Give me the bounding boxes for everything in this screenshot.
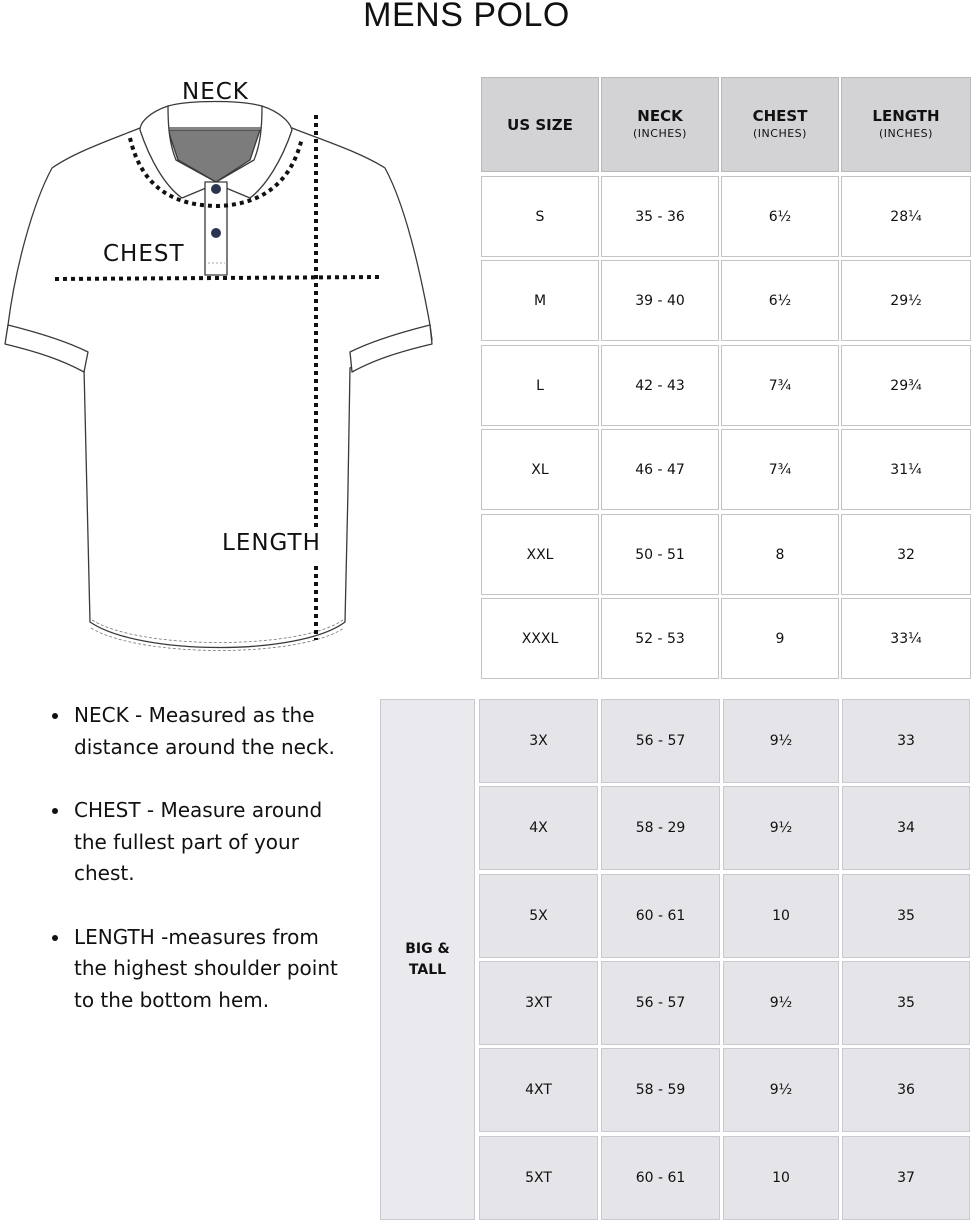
big-tall-cell-chest (723, 961, 839, 1045)
button-icon (211, 228, 221, 238)
table-cell-chest (721, 260, 839, 341)
cell-value: 52 - 53 (635, 630, 685, 647)
big-tall-cell-neck (601, 1048, 720, 1132)
big-tall-cell-us-size (479, 699, 598, 783)
cell-value: 50 - 51 (635, 546, 685, 563)
cell-value: 46 - 47 (635, 461, 685, 478)
cell-value: 3X (529, 733, 548, 749)
big-tall-label-line: TALL (408, 961, 447, 978)
cell-value: 42 - 43 (635, 377, 685, 394)
cell-value: 29½ (890, 292, 922, 309)
big-tall-cell-chest (723, 1136, 839, 1220)
header-label: NECK (637, 106, 683, 125)
cell-value: M (533, 292, 547, 309)
cell-value: 58 - 29 (635, 820, 686, 836)
cell-value: 31¼ (890, 461, 922, 478)
table-cell-length (841, 345, 971, 426)
cell-value: 6½ (768, 292, 792, 309)
big-tall-cell-length (842, 961, 970, 1045)
cell-value: L (536, 377, 544, 394)
cell-value: 34 (897, 820, 915, 836)
header-label: CHEST (752, 106, 808, 125)
big-tall-cell-length (842, 1136, 970, 1220)
big-tall-cell-us-size (479, 1136, 598, 1220)
cell-value: S (535, 208, 545, 225)
big-tall-cell-us-size (479, 786, 598, 870)
cell-value: 5XT (525, 1170, 552, 1186)
cell-value: 9½ (769, 820, 793, 836)
table-cell-us-size (481, 345, 599, 426)
big-tall-cell-chest (723, 699, 839, 783)
big-tall-cell-us-size (479, 1048, 598, 1132)
header-unit: (INCHES) (633, 126, 687, 140)
big-tall-cell-length (842, 1048, 970, 1132)
table-cell-us-size (481, 176, 599, 257)
big-tall-group-label (380, 699, 475, 1220)
cell-value: 56 - 57 (635, 995, 686, 1011)
table-cell-chest (721, 176, 839, 257)
table-cell-length (841, 260, 971, 341)
table-cell-neck (601, 429, 719, 510)
note-chest: CHEST - Measure around the fullest part of your chest. (48, 795, 348, 890)
chest-label: CHEST (103, 241, 185, 267)
cell-value: 33 (897, 733, 915, 749)
cell-value: 8 (775, 546, 785, 563)
cell-value: 3XT (525, 995, 552, 1011)
table-cell-chest (721, 598, 839, 679)
cell-value: 35 (897, 995, 915, 1011)
polo-shirt-diagram (0, 72, 450, 672)
button-icon (211, 184, 221, 194)
table-cell-neck (601, 345, 719, 426)
big-tall-cell-length (842, 699, 970, 783)
big-tall-cell-length (842, 874, 970, 958)
header-chest (721, 77, 839, 172)
cell-value: 9 (775, 630, 785, 647)
big-tall-cell-us-size (479, 874, 598, 958)
note-neck: NECK - Measured as the distance around the neck. (48, 700, 348, 763)
cell-value: XXXL (521, 630, 559, 647)
neck-label: NECK (182, 79, 249, 105)
big-tall-cell-chest (723, 874, 839, 958)
page-title: MENS POLO (363, 0, 570, 34)
cell-value: 10 (772, 1170, 790, 1186)
length-label: LENGTH (222, 530, 321, 556)
header-unit: (INCHES) (879, 126, 933, 140)
cell-value: 32 (897, 546, 915, 563)
table-cell-chest (721, 429, 839, 510)
cell-value: 35 (897, 908, 915, 924)
cell-value: 10 (772, 908, 790, 924)
big-tall-cell-chest (723, 786, 839, 870)
cell-value: 56 - 57 (635, 733, 686, 749)
big-tall-cell-neck (601, 699, 720, 783)
big-tall-cell-neck (601, 1136, 720, 1220)
cell-value: 9½ (769, 733, 793, 749)
big-tall-cell-neck (601, 786, 720, 870)
cell-value: 4XT (525, 1082, 552, 1098)
cell-value: 28¼ (890, 208, 922, 225)
note-length: LENGTH -measures from the highest shoulder point to the bottom hem. (48, 922, 348, 1017)
table-cell-neck (601, 514, 719, 595)
big-tall-cell-neck (601, 961, 720, 1045)
cell-value: 7¾ (768, 377, 792, 394)
header-neck (601, 77, 719, 172)
cell-value: 58 - 59 (635, 1082, 686, 1098)
measurement-notes (48, 700, 348, 1048)
table-cell-length (841, 514, 971, 595)
cell-value: XL (531, 461, 549, 478)
big-tall-label-line: BIG & (405, 940, 450, 957)
shirt-outline (5, 102, 432, 648)
cell-value: 6½ (768, 208, 792, 225)
cell-value: 35 - 36 (635, 208, 685, 225)
big-tall-cell-neck (601, 874, 720, 958)
table-cell-length (841, 598, 971, 679)
header-us-size (481, 77, 599, 172)
table-cell-us-size (481, 598, 599, 679)
cell-value: 9½ (769, 995, 793, 1011)
header-label: LENGTH (872, 106, 940, 125)
table-cell-neck (601, 260, 719, 341)
table-cell-us-size (481, 260, 599, 341)
cell-value: 5X (529, 908, 548, 924)
table-cell-us-size (481, 429, 599, 510)
table-cell-us-size (481, 514, 599, 595)
cell-value: 29¾ (890, 377, 922, 394)
table-cell-neck (601, 598, 719, 679)
cell-value: 37 (897, 1170, 915, 1186)
table-cell-chest (721, 345, 839, 426)
header-label: US SIZE (507, 115, 573, 134)
cell-value: 39 - 40 (635, 292, 685, 309)
header-length (841, 77, 971, 172)
big-tall-cell-us-size (479, 961, 598, 1045)
cell-value: XXL (526, 546, 554, 563)
cell-value: 60 - 61 (635, 908, 686, 924)
table-cell-neck (601, 176, 719, 257)
cell-value: 7¾ (768, 461, 792, 478)
table-cell-length (841, 429, 971, 510)
cell-value: 9½ (769, 1082, 793, 1098)
big-tall-cell-chest (723, 1048, 839, 1132)
header-unit: (INCHES) (753, 126, 807, 140)
table-cell-chest (721, 514, 839, 595)
table-cell-length (841, 176, 971, 257)
cell-value: 4X (529, 820, 548, 836)
big-tall-cell-length (842, 786, 970, 870)
cell-value: 33¼ (890, 630, 922, 647)
cell-value: 36 (897, 1082, 915, 1098)
cell-value: 60 - 61 (635, 1170, 686, 1186)
